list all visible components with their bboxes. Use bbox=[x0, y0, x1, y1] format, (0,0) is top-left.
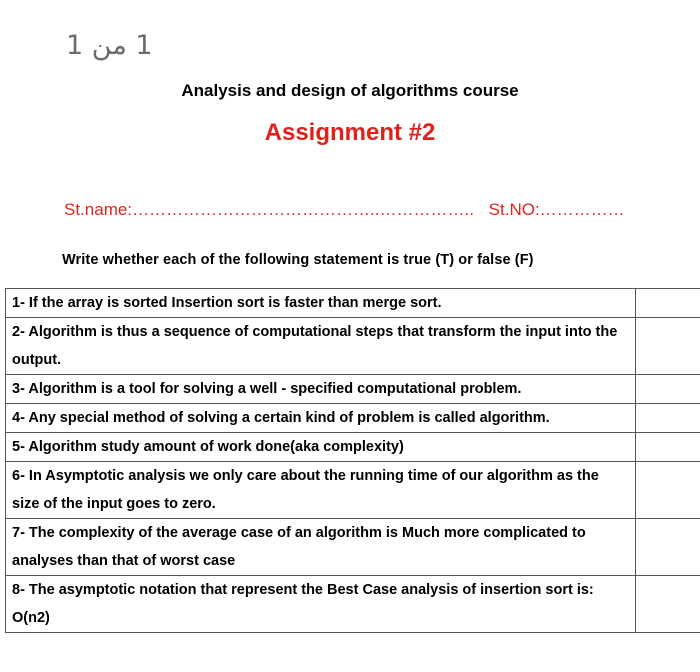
answer-cell bbox=[636, 289, 700, 318]
table-row bbox=[6, 318, 700, 375]
course-title: Analysis and design of algorithms course bbox=[181, 81, 519, 100]
student-info-line bbox=[64, 200, 625, 220]
statement-cell: 5- Algorithm study amount of work done(aka complexity) bbox=[6, 433, 636, 462]
answer-cell bbox=[636, 519, 700, 576]
answer-cell bbox=[636, 404, 700, 433]
statement-cell: 3- Algorithm is a tool for solving a well - specified computational problem. bbox=[6, 375, 636, 404]
statement-cell: 8- The asymptotic notation that represent the Best Case analysis of insertion sort is: O(n2) bbox=[6, 576, 636, 633]
answer-cell bbox=[636, 375, 700, 404]
page-number: 1 من 1 bbox=[66, 30, 153, 61]
statement-cell: 1- If the array is sorted Insertion sort is faster than merge sort. bbox=[6, 289, 636, 318]
answer-cell bbox=[636, 576, 700, 633]
table-row bbox=[6, 576, 700, 633]
answer-cell bbox=[636, 433, 700, 462]
statement-cell: 7- The complexity of the average case of an algorithm is Much more complicated to analyses than that of worst case bbox=[6, 519, 636, 576]
answer-cell bbox=[636, 318, 700, 375]
instruction-text: Write whether each of the following statement is true (T) or false (F) bbox=[62, 252, 534, 268]
assignment-title: Assignment #2 bbox=[264, 119, 436, 146]
statement-cell: 4- Any special method of solving a certain kind of problem is called algorithm. bbox=[6, 404, 636, 433]
statement-cell: 6- In Asymptotic analysis we only care about the running time of our algorithm as the size of the input goes to zero. bbox=[6, 462, 636, 519]
table-row bbox=[6, 462, 700, 519]
table-row bbox=[6, 404, 700, 433]
table-row bbox=[6, 375, 700, 404]
table-row bbox=[6, 519, 700, 576]
student-name-field: St.name:……………………………………..…………….. bbox=[64, 200, 474, 219]
statement-cell: 2- Algorithm is thus a sequence of computational steps that transform the input into the output. bbox=[6, 318, 636, 375]
student-number-field: St.NO:…………… bbox=[488, 200, 625, 219]
answer-cell bbox=[636, 462, 700, 519]
true-false-table bbox=[5, 288, 700, 633]
table-row bbox=[6, 433, 700, 462]
table-row bbox=[6, 289, 700, 318]
